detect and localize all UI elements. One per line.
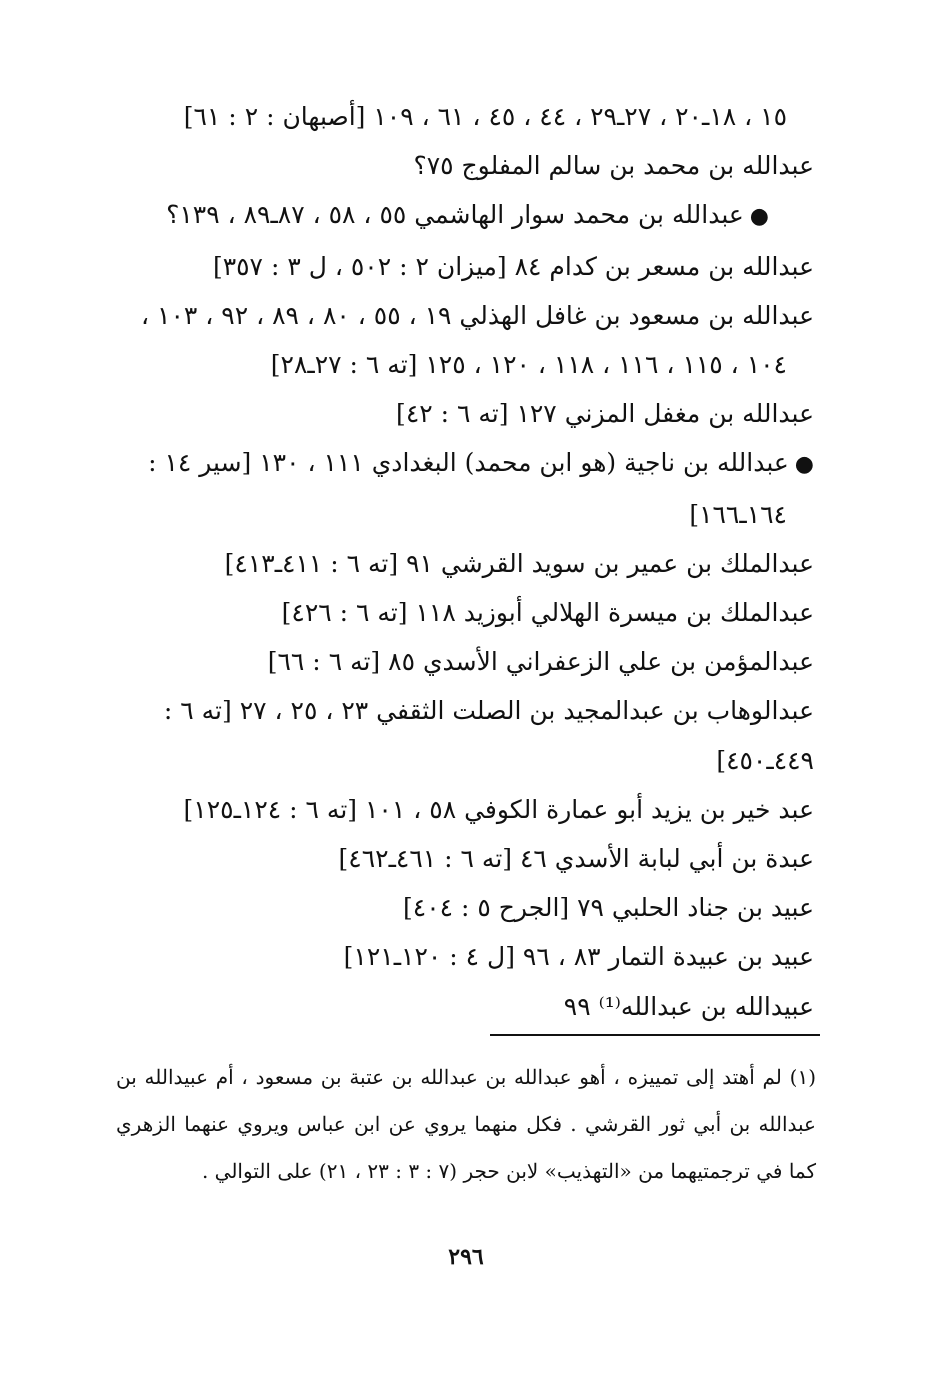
entry-text: عبيد بن عبيدة التمار ٨٣ ، ٩٦ [ل ٤ : ١٢٠ـ١٢١] xyxy=(343,942,814,972)
entry-text: ٤٤٩ـ٤٥٠] xyxy=(716,745,814,775)
entry-text: ١٦٤ـ١٦٦] xyxy=(689,499,787,529)
entry-text: عبدالوهاب بن عبدالمجيد بن الصلت الثقفي ٢٣ ، ٢٥ ، ٢٧ [ته ٦ : xyxy=(163,696,814,726)
entry-text: عبدالله بن مسعر بن كدام ٨٤ [ميزان ٢ : ٥٠٢ ، ل ٣ : ٣٥٧] xyxy=(212,251,814,281)
index-entries xyxy=(114,92,814,1031)
footnote-line: كما في ترجمتيهما من «التهذيب» لابن حجر (٧ : ٣ : ٢٣ ، ٢١) على التوالي . xyxy=(201,1159,816,1183)
index-entry xyxy=(114,539,814,588)
entry-text: عبيد بن جناد الحلبي ٧٩ [الجرح ٥ : ٤٠٤] xyxy=(403,893,814,923)
footnotes xyxy=(116,1054,816,1195)
entry-text: عبدالله بن مسعود بن غافل الهذلي ١٩ ، ٥٥ ، ٨٠ ، ٨٩ ، ٩٢ ، ١٠٣ ، xyxy=(141,300,814,330)
index-entry xyxy=(114,291,814,340)
index-entry xyxy=(114,141,814,190)
index-entry xyxy=(114,340,814,389)
index-entry xyxy=(114,686,814,735)
bullet-icon: ● xyxy=(749,204,769,230)
entry-text: ١٥ ، ١٨ـ٢٠ ، ٢٧ـ٢٩ ، ٤٤ ، ٤٥ ، ٦١ ، ١٠٩ [أصبهان : ٢ : ٦١] xyxy=(183,102,787,131)
entry-text: عبدالله بن مغفل المزني ١٢٧ [ته ٦ : ٤٢] xyxy=(396,399,814,429)
index-entry xyxy=(114,834,814,883)
entry-text: ١٠٤ ، ١١٥ ، ١١٦ ، ١١٨ ، ١٢٠ ، ١٢٥ [ته ٦ : ٢٧ـ٢٨] xyxy=(270,350,787,380)
index-entry xyxy=(114,588,814,637)
entry-text: عبدالمؤمن بن علي الزعفراني الأسدي ٨٥ [ته ٦ : ٦٦] xyxy=(267,647,814,677)
entry-text: عبد خير بن يزيد أبو عمارة الكوفي ٥٨ ، ١٠١ [ته ٦ : ١٢٤ـ١٢٥] xyxy=(183,794,814,824)
index-entry xyxy=(114,438,814,489)
footnote-separator xyxy=(490,1034,820,1036)
entry-text: عبيدالله بن عبدالله⁽¹⁾ ٩٩ xyxy=(563,991,814,1021)
entry-text: عبدالله بن محمد سوار الهاشمي ٥٥ ، ٥٨ ، ٨٧ـ٨٩ ، ١٣٩؟ xyxy=(166,200,744,230)
index-entry xyxy=(114,637,814,686)
index-entry xyxy=(114,982,814,1031)
entry-text: عبدالله بن ناجية (هو ابن محمد) البغدادي ١١١ ، ١٣٠ [سير ١٤ : xyxy=(148,448,789,478)
index-entry xyxy=(114,736,814,785)
index-entry xyxy=(114,490,814,539)
entry-text: عبدالملك بن عمير بن سويد القرشي ٩١ [ته ٦ : ٤١١ـ٤١٣] xyxy=(224,548,814,578)
index-entry xyxy=(114,190,814,241)
bullet-icon: ● xyxy=(794,452,814,478)
index-entry xyxy=(114,883,814,932)
page-number: ٢٩٦ xyxy=(448,1244,484,1270)
footnote-line: (١) لم أهتد إلى تمييزه ، أهو عبدالله بن عبدالله بن عتبة بن مسعود ، أم عبيدالله بن xyxy=(116,1065,816,1089)
entry-text: عبدالملك بن ميسرة الهلالي أبوزيد ١١٨ [ته ٦ : ٤٢٦] xyxy=(281,598,814,628)
index-entry xyxy=(114,242,814,291)
footnote-line: عبدالله بن أبي ثور القرشي . فكل منهما يروي عن ابن عباس ويروي عنهما الزهري xyxy=(116,1112,816,1136)
index-entry xyxy=(114,92,814,141)
entry-text: عبدة بن أبي لبابة الأسدي ٤٦ [ته ٦ : ٤٦١ـ٤٦٢] xyxy=(338,844,814,874)
index-entry xyxy=(114,785,814,834)
index-entry xyxy=(114,389,814,438)
entry-text: عبدالله بن محمد بن سالم المفلوج ٧٥؟ xyxy=(413,151,814,181)
index-entry xyxy=(114,932,814,981)
